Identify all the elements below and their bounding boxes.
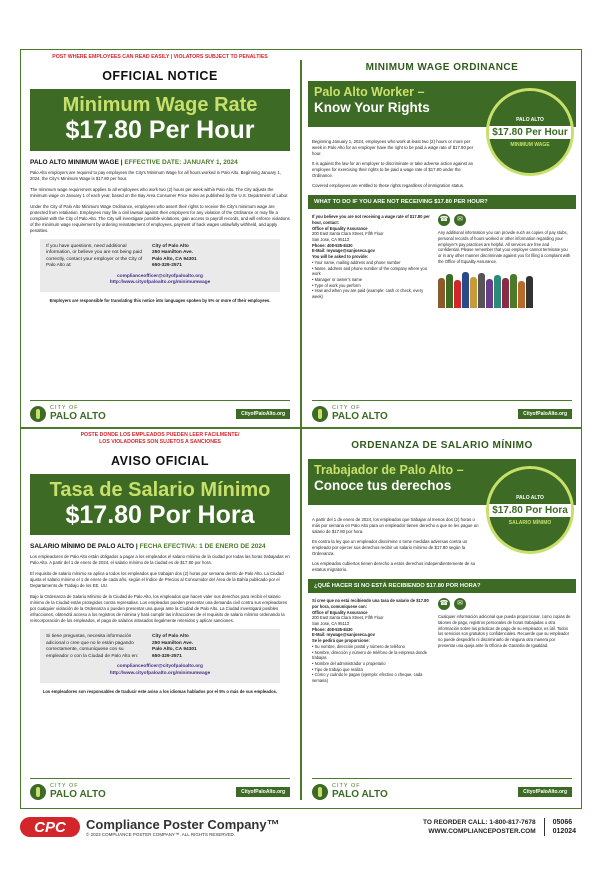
contact-text: If you have questions, need additional information, or believe you are not being paid correctly, contact your employer or the City of Palo Alto at: bbox=[46, 243, 143, 269]
badge-bottom: SALARIO MÍNIMO bbox=[508, 519, 552, 526]
address-line: 250 Hamilton Ave. bbox=[152, 640, 193, 646]
ordinance-title: ORDENANZA DE SALARIO MÍNIMO bbox=[351, 440, 533, 451]
notice-title: OFFICIAL NOTICE bbox=[102, 68, 218, 83]
reorder-website[interactable]: WWW.COMPLIANCEPOSTER.COM bbox=[428, 828, 536, 835]
wage-rate-title: Minimum Wage Rate bbox=[62, 93, 258, 116]
panel-footer bbox=[30, 400, 290, 424]
badge-rate: $17.80 Por Hora bbox=[489, 504, 571, 517]
publisher-name: Compliance Poster Company™ bbox=[86, 817, 280, 832]
cpc-logo: CPC bbox=[20, 817, 80, 837]
panel-footer bbox=[30, 778, 290, 802]
effective-date: FECHA EFECTIVA: 1 DE ENERO DE 2024 bbox=[139, 543, 266, 551]
office-phone: Phone: 408-535-8430 bbox=[312, 242, 353, 248]
notice-title: AVISO OFICIAL bbox=[111, 453, 209, 468]
office-name: Office of Equality Assurance bbox=[312, 225, 368, 231]
spanish-official-notice bbox=[26, 432, 294, 806]
question-bar: WHAT TO DO IF YOU ARE NOT RECEIVING $17.80 PER HOUR? bbox=[308, 195, 576, 209]
contact-address bbox=[152, 244, 197, 270]
rights-paragraph-1: Beginning January 1, 2024, employees who work at least two (2) hours or more per week in Palo Alto for an employer have the right to be paid a wage rate of $17.80 per hour. bbox=[312, 139, 474, 157]
city-seal-icon bbox=[312, 406, 328, 422]
contact-address bbox=[152, 634, 197, 660]
rights-paragraph-1: A partir del 1 de enero de 2024, los empleados que trabajan al menos dos (2) horas o más por semana en Palo Alto para un empleador tienen derecho a que se les pague un salario de $17.80 por hora. bbox=[312, 517, 479, 535]
publisher-footer bbox=[20, 812, 582, 842]
wage-rate-box bbox=[30, 89, 290, 151]
subhead-label: SALARIO MÍNIMO DE PALO ALTO | bbox=[30, 543, 140, 551]
provide-item: • Tipo de trabajo que realiza bbox=[312, 666, 363, 672]
ordinance-title: MINIMUM WAGE ORDINANCE bbox=[365, 62, 519, 73]
city-logo bbox=[30, 784, 106, 800]
english-official-notice bbox=[26, 54, 294, 428]
instructions-columns bbox=[308, 214, 576, 308]
contact-box bbox=[40, 629, 280, 682]
badge-bottom: MINIMUM WAGE bbox=[510, 141, 550, 148]
instruction-lead: Si cree que no está recibiendo una tasa de salario de $17.80 por hora, comuníquese con: bbox=[312, 598, 429, 609]
additional-info-text: Cualquier información adicional que pueda proporcionar, como copias de talones de pago, registros personales de horas trabajadas u otra información sobre las prácticas de pago de su empleador, es útil. Todos los servicios son gratuitos y confidenciales. Recuerde que su empleador no puede despedirlo ni discriminarlo de ninguna otra manera por presentar una queja ante la Oficina de Garantía de Igualdad. bbox=[438, 614, 571, 648]
email-link[interactable]: complianceofficer@cityofpaloalto.org bbox=[117, 664, 203, 670]
spanish-know-your-rights bbox=[308, 432, 576, 806]
office-phone: Phone: 408-535-8430 bbox=[312, 626, 353, 632]
contact-box bbox=[40, 239, 280, 292]
mail-icon: ✉ bbox=[454, 598, 466, 610]
office-city: San Jose, CA 95113 bbox=[312, 621, 350, 626]
reorder-info bbox=[423, 818, 545, 836]
address-line: 250 Hamilton Ave. bbox=[152, 250, 193, 256]
contact-instructions bbox=[312, 214, 434, 308]
office-name: Office of Equality Assurance bbox=[312, 609, 368, 615]
additional-info-text: Any additional information you can provide such as copies of pay stubs, personal records of hours worked or other information regarding your employer's pay practices are helpful. All services are free and confidential. Please remember that your employer cannot terminate you or in any other manner discriminate against you for filing a complaint with the Office of Equality Assurance. bbox=[438, 230, 571, 264]
rights-paragraph-3: Covered employees are entitled to these rights regardless of immigration status. bbox=[312, 183, 465, 189]
city-url[interactable]: CityofPaloAlto.org bbox=[236, 409, 290, 419]
translation-note: Los empleadores son responsables de traducir este aviso a los idiomas hablados por el 5% o más de sus empleados. bbox=[42, 688, 278, 694]
paragraph-2: El requisito de salario mínimo se aplica a todos los empleados que trabajan dos (2) horas por semana dentro de Palo Alto. La Ciudad ajusta el salario mínimo el 1 de enero de cada año, según el Índice de Precios al Consumidor del Área de la Bahía publicado por el Departamento de Trabajo de los EE. UU. bbox=[30, 571, 284, 589]
office-address: 200 East Santa Clara Street, Fifth Floor bbox=[312, 615, 384, 621]
provide-item: • Cómo y cuándo le pagan (ejemplo: efectivo o cheque, cada semana) bbox=[312, 672, 423, 684]
website-link[interactable]: http://www.cityofpaloalto.org/minimumwage bbox=[109, 280, 211, 286]
wage-rate-value: $17.80 Por Hora bbox=[65, 500, 255, 529]
rights-paragraph-2: Es contra la ley que un empleador discrimine o tome medidas adversas contra un empleado por ejercer sus derechos recibir un salario mínimo de $17.80 según la Ordenanza. bbox=[312, 539, 468, 557]
translation-note: Employers are responsible for translating this notice into languages spoken by 5% or more of their employees. bbox=[49, 297, 271, 303]
wage-rate-value: $17.80 Per Hour bbox=[65, 115, 255, 144]
city-seal-icon bbox=[312, 784, 328, 800]
panel-footer bbox=[312, 400, 572, 424]
city-name: PALO ALTO bbox=[50, 410, 106, 422]
address-line: Palo Alto, CA 94301 bbox=[152, 256, 197, 262]
address-line: Palo Alto, CA 94301 bbox=[152, 647, 197, 653]
office-address: 200 East Santa Clara Street, Fifth Floor bbox=[312, 231, 384, 237]
provide-item: • Su nombre, dirección postal y número de teléfono bbox=[312, 643, 405, 649]
office-email[interactable]: E-Mail: mywage@sanjoseca.gov bbox=[312, 248, 375, 254]
provide-item: • Nombre del administrador o propietario bbox=[312, 661, 386, 667]
contact-text: Si tiene preguntas, necesita información adicional o cree que no le están pagando correctamente, comuníquese con su empleador o con la Ciudad de Palo Alto en: bbox=[46, 634, 139, 659]
provide-item: • Manager or owner's name bbox=[312, 277, 362, 283]
posting-line-1: POSTE DONDE LOS EMPLEADOS PUEDEN LEER FÁCILMENTE/ bbox=[80, 432, 240, 438]
instruction-lead: If you believe you are not receiving a wage rate of $17.80 per hour, contact: bbox=[312, 214, 430, 225]
badge-top: PALO ALTO bbox=[516, 116, 544, 123]
email-link[interactable]: complianceofficer@cityofpaloalto.org bbox=[117, 273, 203, 279]
city-url[interactable]: CityofPaloAlto.org bbox=[518, 787, 572, 797]
paragraph-2: The minimum wage requirement applies to all employees who work two (2) hours per week within Palo Alto. The City adjusts the minimum wage on January 1 of each year, based on the Bay Area Consumer Price Index as published by the U.S. Department of Labor. bbox=[30, 186, 289, 198]
effective-date: EFFECTIVE DATE: JANUARY 1, 2024 bbox=[124, 158, 238, 166]
poster-codes bbox=[545, 818, 582, 836]
rights-paragraph-2: It is against the law for an employer to discriminate or take adverse action against an employee for exercising their rights to be paid a wage rate of $17.80 under the Ordinance. bbox=[312, 161, 473, 179]
city-logo bbox=[312, 784, 388, 800]
city-of-label: CITY OF bbox=[50, 783, 79, 790]
city-name: PALO ALTO bbox=[332, 788, 388, 800]
banner-line-2: Know Your Rights bbox=[314, 100, 430, 115]
revision-code: 012024 bbox=[552, 828, 576, 835]
city-of-label: CITY OF bbox=[332, 783, 361, 790]
office-city: San Jose, CA 95113 bbox=[312, 236, 350, 242]
additional-info bbox=[438, 214, 572, 308]
badge-top: PALO ALTO bbox=[516, 494, 544, 501]
english-know-your-rights bbox=[308, 54, 576, 428]
publisher-name-block bbox=[86, 817, 280, 837]
additional-info bbox=[438, 598, 572, 684]
effective-date-heading bbox=[30, 159, 290, 166]
banner-line-1: Trabajador de Palo Alto – bbox=[314, 463, 464, 477]
provide-item: • Type of work you perform bbox=[312, 282, 361, 288]
wage-badge bbox=[486, 88, 574, 176]
city-name: PALO ALTO bbox=[332, 410, 388, 422]
effective-date-heading bbox=[30, 543, 290, 550]
paragraph-1: Palo Alto employers are required to pay employees the City's Minimum Wage for all hours worked in Palo Alto. Beginning January 1, 2024, the City's Minimum Wage is $17.80 per hour. bbox=[30, 169, 281, 181]
provide-heading: You will be asked to provide: bbox=[312, 254, 369, 260]
phone-number: 650-329-2571 bbox=[152, 653, 182, 659]
city-name: PALO ALTO bbox=[50, 788, 106, 800]
city-logo bbox=[312, 406, 388, 422]
posting-instructions bbox=[26, 432, 294, 446]
mail-icon: ✉ bbox=[454, 214, 466, 226]
question-bar: ¿QUÉ HACER SI NO ESTÁ RECIBIENDO $17.80 POR HORA? bbox=[308, 579, 576, 593]
provide-item: • Name, address and phone number of the company where you work bbox=[312, 265, 427, 277]
phone-number: 650-329-2571 bbox=[152, 263, 182, 269]
city-seal-icon bbox=[30, 784, 46, 800]
workers-illustration bbox=[438, 268, 572, 308]
paragraph-1: Los empleadores de Palo Alto están obligados a pagar a los empleados el salario mínimo de la ciudad por todas las horas trabajadas en Palo Alto. A partir del 1 de enero de 2024, el salario mínimo de la ciudad es de $17.80 por hora. bbox=[30, 554, 290, 566]
subhead-label: PALO ALTO MINIMUM WAGE | bbox=[30, 158, 125, 166]
city-of-label: CITY OF bbox=[332, 405, 361, 412]
provide-item: • How and when you are paid (example: cash or check, every week) bbox=[312, 288, 424, 300]
wage-rate-title: Tasa de Salario Mínimo bbox=[49, 478, 271, 501]
copyright: © 2023 COMPLIANCE POSTER COMPANY™. ALL RIGHTS RESERVED. bbox=[86, 832, 236, 837]
address-line: City of Palo Alto bbox=[152, 243, 189, 249]
posting-line-2: LOS VIOLADORES SON SUJETOS A SANCIONES bbox=[99, 438, 221, 445]
provide-item: • Your name, mailing address and phone number bbox=[312, 259, 401, 265]
product-code: 05066 bbox=[552, 818, 573, 826]
city-of-label: CITY OF bbox=[50, 405, 79, 412]
paragraph-3: Bajo la Ordenanza de Salario Mínimo de la Ciudad de Palo Alto, los empleados que hacen valer sus derechos para recibir el salario mínimo de la Ciudad están protegidos contra represalias. Los empleados pueden presentar una demanda civil contra sus empleadores por cualquier violación de la Ordenanza o pueden presentar una queja ante la Ciudad de Palo Alto. La Ciudad investigará posibles infracciones, obtendrá acceso a los registros de nómina y hará cumplir las infracciones de el requisito de salario mínimo ordenando la reincorporación de los empleados, el pago de salarios atrasados ilegalmente retenidos y aplicar sanciones. bbox=[30, 594, 288, 624]
office-email[interactable]: E-Mail: mywage@sanjoseca.gov bbox=[312, 632, 375, 638]
posting-instructions: POST WHERE EMPLOYEES CAN READ EASILY | VIOLATORS SUBJECT TO PENALTIES bbox=[52, 54, 268, 60]
website-link[interactable]: http://www.cityofpaloalto.org/minimumwage bbox=[109, 670, 211, 676]
instructions-columns bbox=[308, 598, 576, 684]
city-url[interactable]: CityofPaloAlto.org bbox=[236, 787, 290, 797]
banner-line-1: Palo Alto Worker – bbox=[314, 85, 425, 99]
provide-item: • Nombre, dirección y número de teléfono de la empresa donde trabajas bbox=[312, 649, 427, 661]
wage-badge bbox=[486, 466, 574, 554]
banner-line-2: Conoce tus derechos bbox=[314, 478, 452, 493]
badge-rate: $17.80 Per Hour bbox=[489, 126, 571, 139]
phone-icon: ☎ bbox=[438, 598, 450, 610]
city-logo bbox=[30, 406, 106, 422]
city-seal-icon bbox=[30, 406, 46, 422]
city-url[interactable]: CityofPaloAlto.org bbox=[518, 409, 572, 419]
address-line: City of Palo Alto bbox=[152, 634, 189, 640]
panel-footer bbox=[312, 778, 572, 802]
contact-instructions bbox=[312, 598, 434, 684]
vertical-divider bbox=[300, 60, 302, 800]
phone-icon: ☎ bbox=[438, 214, 450, 226]
provide-heading: Se le pedirá que proporcione: bbox=[312, 638, 370, 644]
paragraph-3: Under the City of Palo Alto Minimum Wage Ordinance, employees who assert their rights to receive the City's minimum wage are protected from retaliation. Employees may file a civil lawsuit against their employers for any violation of the Ordinance or may file a complaint with the City of Palo Alto. The City will investigate possible violations, gain access to payroll records, and will enforce violations of the minimum wage requirement by ordering reinstatement of employees, payment of back wages unlawfully withheld, and apply penalties. bbox=[30, 203, 290, 233]
reorder-phone[interactable]: TO REORDER CALL: 1-800-817-7678 bbox=[423, 818, 536, 826]
wage-rate-box bbox=[30, 474, 290, 536]
rights-paragraph-3: Los empleados cubiertos tienen derecho a estos derechos independientemente de su estatus migratorio. bbox=[312, 561, 476, 573]
